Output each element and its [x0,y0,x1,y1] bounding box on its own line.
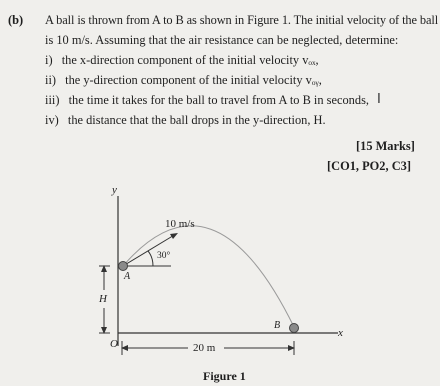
text-cursor-icon: I [377,92,381,107]
figure-caption: Figure 1 [203,369,246,383]
height-label: H [99,293,107,305]
velocity-label: 10 m/s [165,218,195,230]
angle-label: 30° [157,251,171,261]
intro-line-1: A ball is thrown from A to B as shown in Figure 1. The initial velocity of the ball [45,13,439,27]
item-number: iii) [45,93,60,107]
item-number: i) [45,53,53,67]
point-a-label: A [124,271,131,282]
item-text: the y-direction component of the initial velocity vₒᵧ, [65,73,322,87]
distance-label: 20 m [193,342,216,354]
x-axis-label: x [338,327,343,339]
item-number: iv) [45,113,59,127]
intro-line-2: is 10 m/s. Assuming that the air resistance can be neglected, determine: [45,33,399,47]
point-b-label: B [274,320,281,331]
part-label: (b) [8,13,24,27]
course-outcomes-label: [CO1, PO2, C3] [327,159,411,173]
origin-label: O [110,338,118,350]
ball-at-b [290,324,299,333]
item-text: the time it takes for the ball to travel from A to B in seconds, [68,93,369,107]
item-number: ii) [45,73,57,87]
marks-label: [15 Marks] [356,139,415,153]
angle-arc [148,251,153,266]
item-text: the distance that the ball drops in the y-direction, H. [67,113,326,127]
velocity-arrowhead [170,233,178,239]
item-text: the x-direction component of the initial velocity vₒₓ, [61,53,319,67]
y-axis-label: y [112,184,117,196]
trajectory-path [123,226,294,327]
